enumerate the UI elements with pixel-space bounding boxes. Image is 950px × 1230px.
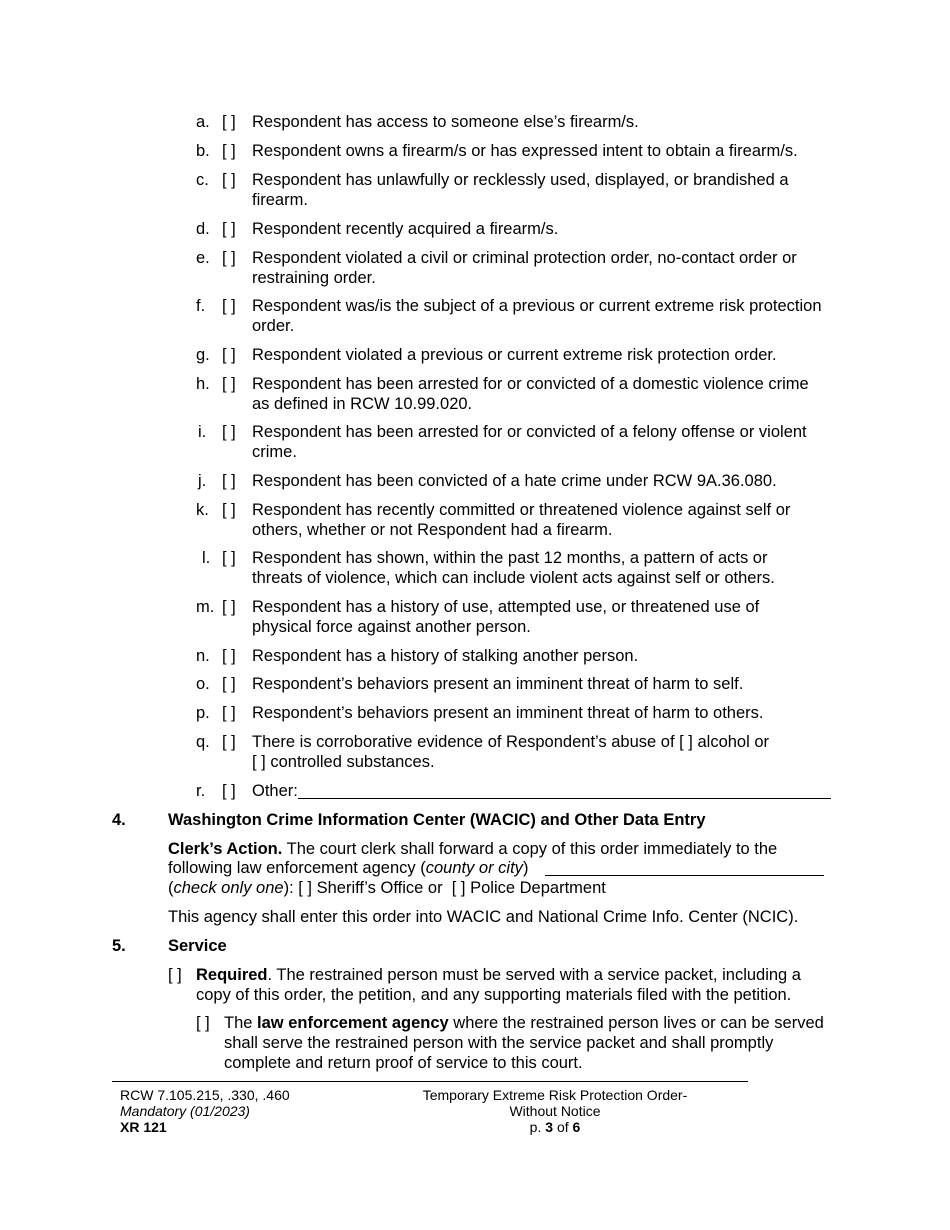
item-letter: g.	[196, 346, 210, 364]
checkbox[interactable]: [ ]	[222, 501, 236, 519]
item-text: Respondent owns a firearm/s or has expressed intent to obtain a firearm/s.	[252, 142, 798, 160]
other-input[interactable]	[298, 798, 831, 799]
paren-open: (	[168, 879, 174, 897]
required-checkbox[interactable]: [ ]	[168, 966, 182, 984]
checkbox[interactable]: [ ]	[222, 220, 236, 238]
clerk-action-label: Clerk’s Action.	[168, 840, 283, 858]
checkbox[interactable]: [ ]	[222, 346, 236, 364]
item-text: Respondent was/is the subject of a previous or current extreme risk protection order.	[252, 297, 822, 335]
item-q-text: There is corroborative evidence of Respondent’s abuse of	[252, 733, 675, 751]
section-4-number: 4.	[112, 811, 126, 829]
sheriff-checkbox[interactable]: [ ]	[298, 879, 313, 897]
agency-input[interactable]	[545, 875, 824, 876]
checkbox[interactable]: [ ]	[222, 375, 236, 393]
item-letter: n.	[196, 647, 210, 665]
item-letter: q.	[196, 733, 210, 751]
le-label: law enforcement agency	[257, 1014, 449, 1032]
item-text: Respondent has shown, within the past 12 months, a pattern of acts or threats of violence, which can include violent acts against self or others.	[252, 549, 775, 587]
item-letter: h.	[196, 375, 210, 393]
controlled-substances-option	[252, 752, 435, 772]
required-paragraph	[196, 965, 836, 1005]
le-text: where the restrained person lives or can be served shall serve the restrained person with the service packet and shall promptly complete and return proof of service to this court.	[224, 1014, 824, 1072]
checkbox[interactable]: [ ]	[222, 704, 236, 722]
footer-rule	[112, 1081, 748, 1082]
item-letter: o.	[196, 675, 210, 693]
checkbox[interactable]: [ ]	[222, 647, 236, 665]
checkbox[interactable]: [ ]	[222, 472, 236, 490]
item-text	[252, 732, 812, 752]
footer-right	[380, 1087, 730, 1135]
checkbox[interactable]: [ ]	[222, 733, 236, 751]
item-letter: r.	[196, 782, 206, 800]
clerk-action-text: The court clerk shall forward a copy of this order immediately to the	[286, 840, 778, 858]
item-text: Respondent has a history of use, attempted use, or threatened use of physical force against another person.	[252, 598, 760, 636]
item-text: Respondent has unlawfully or recklessly used, displayed, or brandished a firearm.	[252, 171, 789, 209]
item-text: Respondent has a history of stalking another person.	[252, 647, 639, 665]
item-letter: j.	[198, 472, 207, 490]
section-5-number: 5.	[112, 937, 126, 955]
item-text: Respondent’s behaviors present an imminent threat of harm to self.	[252, 675, 744, 693]
le-prefix: The	[224, 1014, 253, 1032]
check-only-one-hint: check only one	[173, 879, 284, 897]
paren-close: ):	[283, 879, 294, 897]
sheriff-label: Sheriff’s Office or	[316, 879, 443, 897]
item-text: Respondent has been convicted of a hate crime under RCW 9A.36.080.	[252, 472, 777, 490]
footer-mandatory: Mandatory (01/2023)	[120, 1103, 250, 1119]
item-letter: d.	[196, 220, 210, 238]
police-label: Police Department	[470, 879, 606, 897]
item-text: Respondent recently acquired a firearm/s.	[252, 220, 559, 238]
footer-form-number: XR 121	[120, 1119, 167, 1135]
wacic-entry-text: This agency shall enter this order into WACIC and National Crime Info. Center (NCIC).	[168, 908, 799, 926]
item-letter: i.	[198, 423, 207, 441]
other-label: Other:	[252, 782, 298, 800]
checkbox[interactable]: [ ]	[222, 297, 236, 315]
footer-title-line2: Without Notice	[509, 1103, 601, 1119]
item-text: Respondent has been arrested for or convicted of a domestic violence crime as defined in RCW 10.99.020.	[252, 375, 809, 413]
section-4-title: Washington Crime Information Center (WACIC) and Other Data Entry	[168, 811, 706, 829]
item-text: Respondent has recently committed or threatened violence against self or others, whether or not Respondent had a firearm.	[252, 501, 791, 539]
item-letter: b.	[196, 142, 210, 160]
footer-left	[120, 1087, 290, 1135]
county-city-hint: county or city	[425, 859, 523, 877]
section-5-title: Service	[168, 937, 227, 955]
checkbox[interactable]: [ ]	[222, 782, 236, 800]
page-total: 6	[572, 1119, 581, 1135]
checkbox[interactable]: [ ]	[222, 598, 236, 616]
law-enforcement-checkbox[interactable]: [ ]	[196, 1014, 210, 1032]
agency-suffix: )	[522, 859, 529, 877]
controlled-label: controlled substances.	[270, 753, 435, 771]
checkbox[interactable]: [ ]	[222, 423, 236, 441]
footer-title-line1: Temporary Extreme Risk Protection Order-	[422, 1087, 688, 1103]
agency-type-line	[168, 878, 828, 898]
police-checkbox[interactable]: [ ]	[451, 879, 466, 897]
item-letter: f.	[196, 297, 206, 315]
footer-rcw: RCW 7.105.215, .330, .460	[120, 1087, 290, 1103]
item-letter: e.	[196, 249, 210, 267]
item-letter: c.	[196, 171, 209, 189]
checkbox[interactable]: [ ]	[222, 549, 236, 567]
alcohol-label: alcohol or	[697, 733, 770, 751]
alcohol-checkbox[interactable]: [ ]	[679, 733, 693, 751]
item-letter: k.	[196, 501, 209, 519]
page-of: of	[556, 1119, 569, 1135]
page-prefix: p.	[529, 1119, 542, 1135]
item-letter: a.	[196, 113, 210, 131]
agency-prefix: following law enforcement agency (	[168, 859, 426, 877]
item-letter: l.	[202, 549, 211, 567]
checkbox[interactable]: [ ]	[222, 142, 236, 160]
checkbox[interactable]: [ ]	[222, 249, 236, 267]
item-letter: m.	[196, 598, 215, 616]
item-text: Respondent has access to someone else’s firearm/s.	[252, 113, 639, 131]
item-text: Respondent’s behaviors present an imminent threat of harm to others.	[252, 704, 764, 722]
item-letter: p.	[196, 704, 210, 722]
footer-page-number	[380, 1119, 730, 1135]
clerk-action-line	[168, 839, 828, 859]
checkbox[interactable]: [ ]	[222, 171, 236, 189]
item-text: Respondent violated a civil or criminal protection order, no-contact order or restraining order.	[252, 249, 797, 287]
page-current: 3	[545, 1119, 554, 1135]
checkbox[interactable]: [ ]	[222, 675, 236, 693]
checkbox[interactable]: [ ]	[222, 113, 236, 131]
law-enforcement-paragraph	[224, 1013, 824, 1073]
controlled-checkbox[interactable]: [ ]	[252, 753, 266, 771]
required-text: . The restrained person must be served with a service packet, including a copy of this order, the petition, and any supporting materials filed with the petition.	[196, 966, 801, 1004]
item-text: Respondent violated a previous or current extreme risk protection order.	[252, 346, 777, 364]
item-text: Respondent has been arrested for or convicted of a felony offense or violent crime.	[252, 423, 807, 461]
required-label: Required	[196, 966, 268, 984]
